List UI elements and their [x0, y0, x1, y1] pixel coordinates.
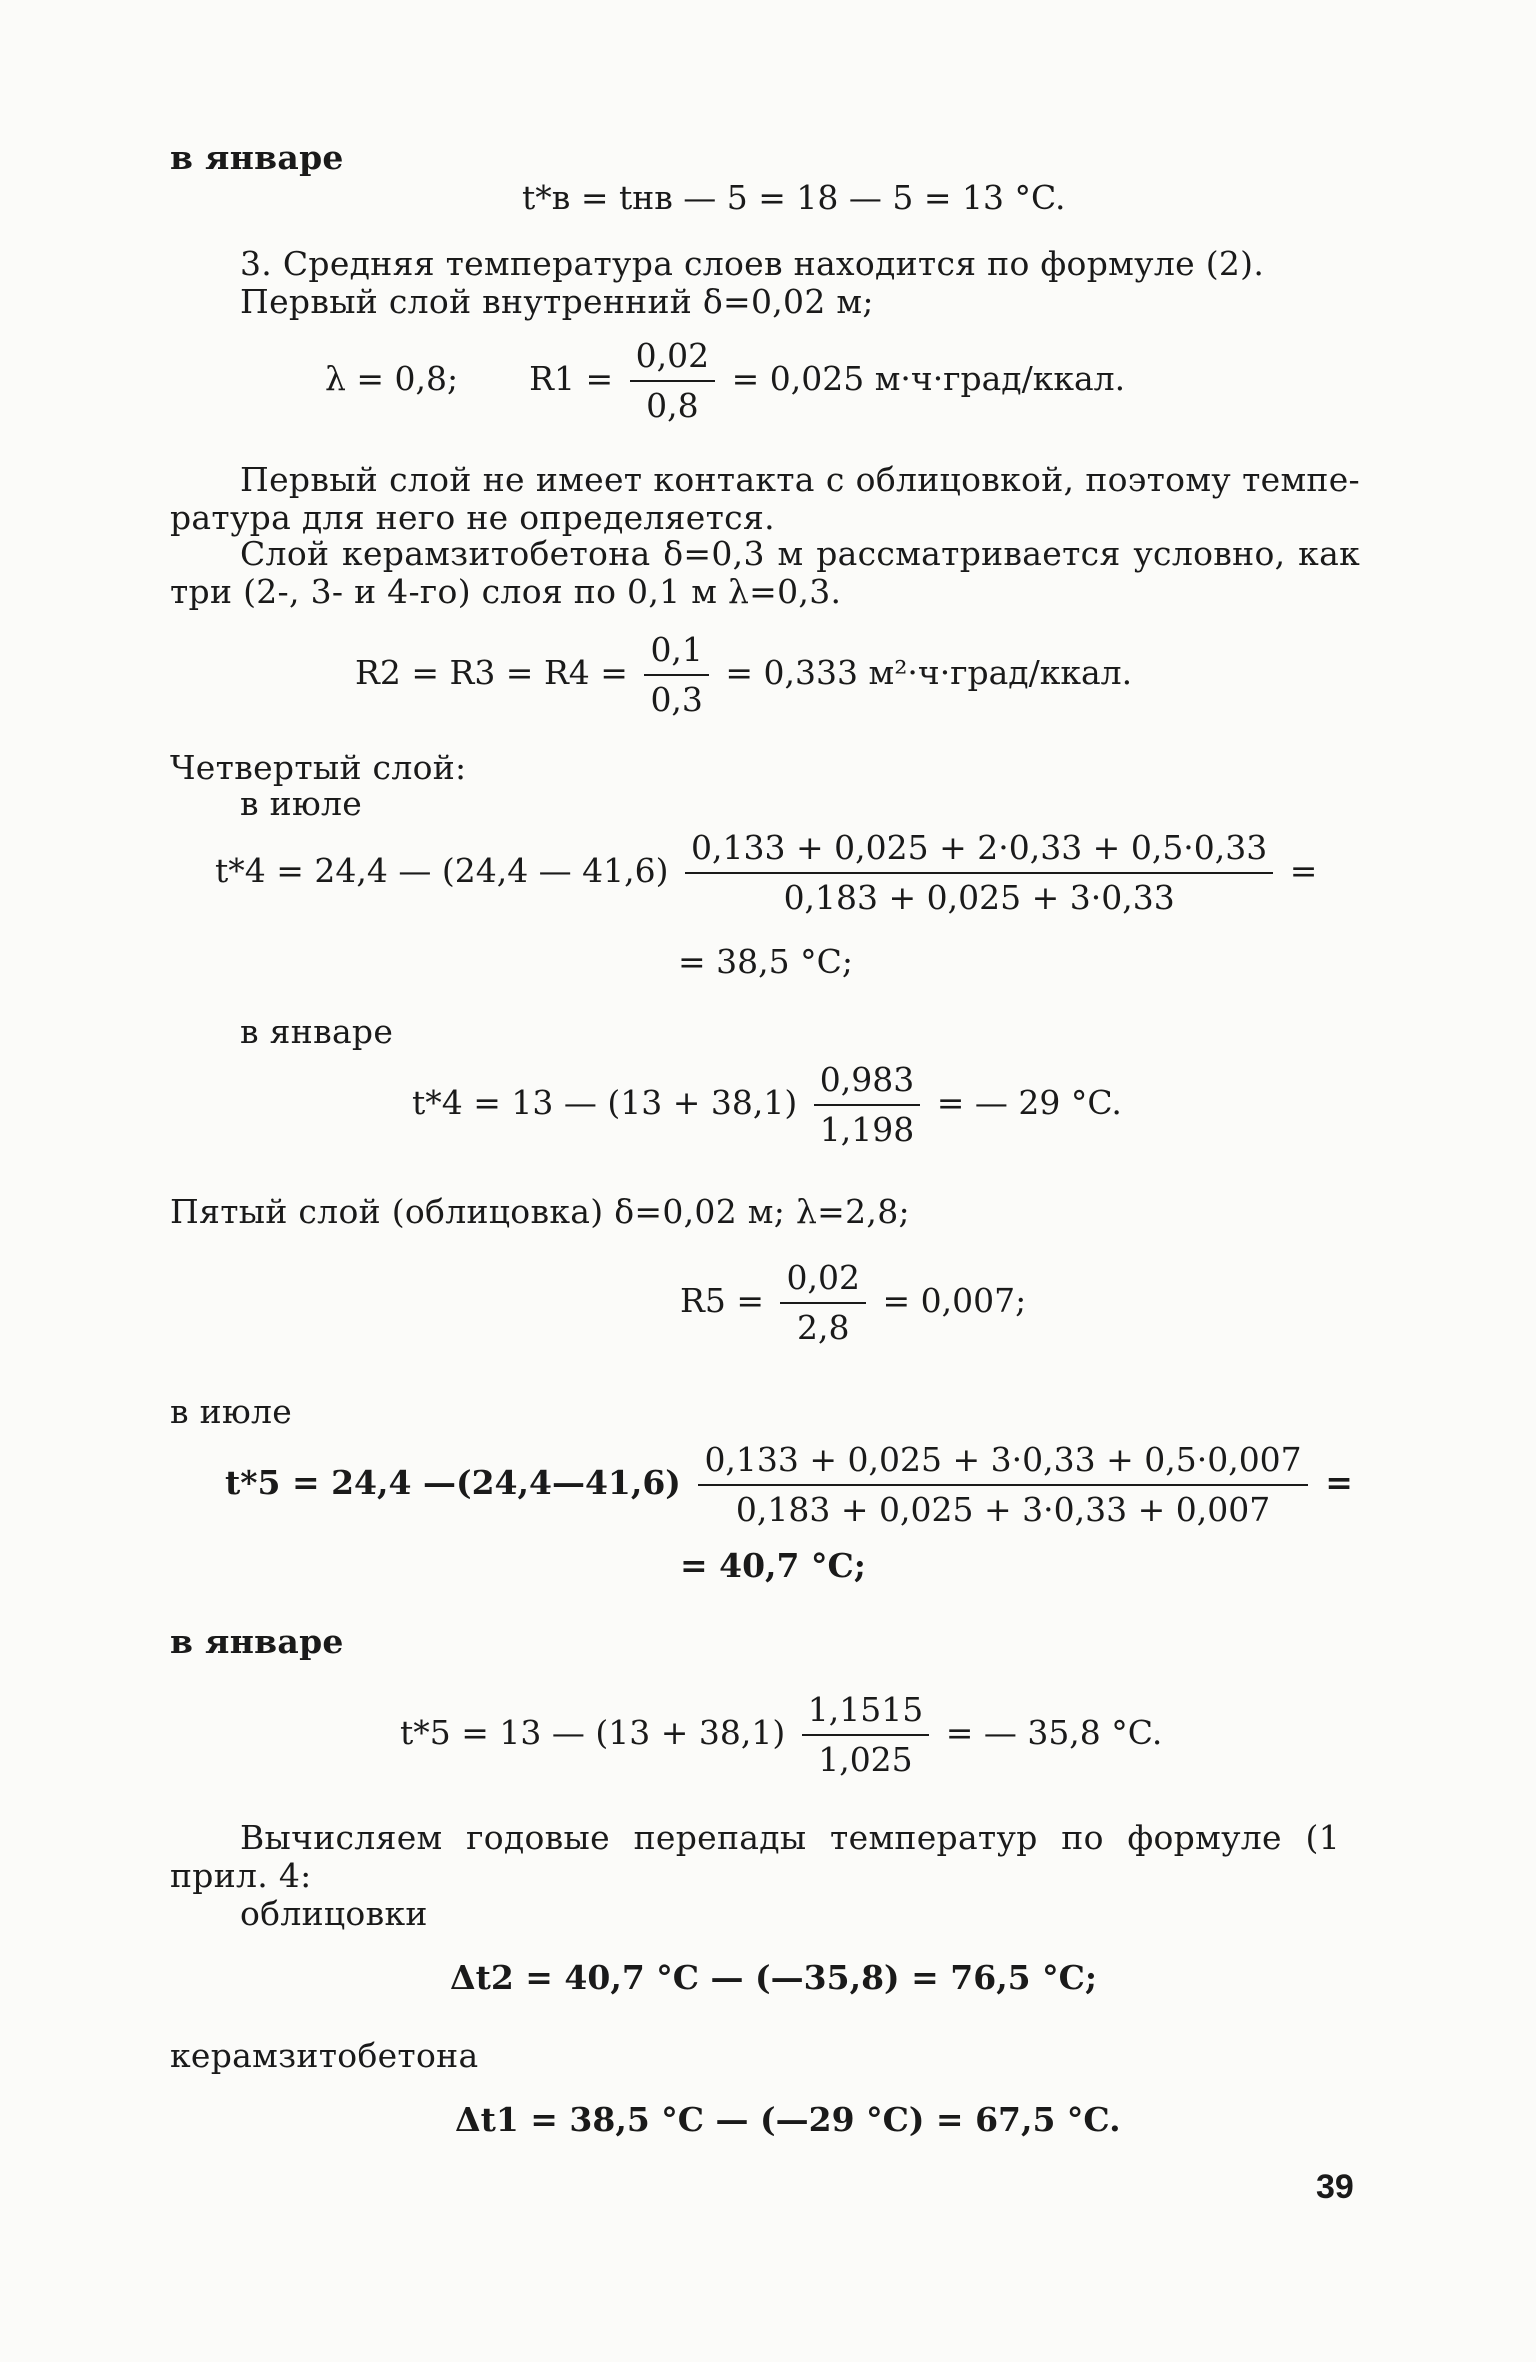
formula-r1-numerator: 0,02 [630, 336, 715, 382]
paragraph-3-line-2: Первый слой внутренний δ=0,02 м; [240, 282, 874, 321]
formula-t4-january-denominator: 1,198 [819, 1110, 915, 1149]
formula-r1-right: = 0,025 м·ч·град/ккал. [731, 359, 1126, 398]
formula-t5-july-denominator: 0,183 + 0,025 + 3·0,33 + 0,007 [735, 1490, 1271, 1529]
formula-t4-july [215, 828, 1317, 918]
formula-r5 [680, 1258, 1026, 1348]
formula-t4-january-numerator: 0,983 [814, 1060, 920, 1106]
formula-delta-t2: Δt2 = 40,7 °C — (—35,8) = 76,5 °C; [450, 1958, 1098, 1997]
paragraph-4-line-1: Первый слой не имеет контакта с облицовкой, поэтому темпе- [240, 460, 1360, 499]
formula-t4-july-numerator: 0,133 + 0,025 + 2·0,33 + 0,5·0,33 [685, 828, 1273, 874]
formula-t4-july-left: t*4 = 24,4 — (24,4 — 41,6) [215, 851, 669, 890]
formula-tv-january: t*в = tнв — 5 = 18 — 5 = 13 °C. [522, 178, 1066, 217]
formula-t5-january-numerator: 1,1515 [802, 1690, 929, 1736]
paragraph-3-line-1: 3. Средняя температура слоев находится по формуле (2). [240, 244, 1265, 283]
formula-r1-left: R1 = [529, 359, 614, 398]
formula-r2-r3-r4 [355, 630, 1132, 720]
formula-r1-denominator: 0,8 [646, 386, 699, 425]
formula-r2-right: = 0,333 м²·ч·град/ккал. [725, 653, 1133, 692]
formula-r5-denominator: 2,8 [796, 1308, 850, 1347]
formula-t4-july-denominator: 0,183 + 0,025 + 3·0,33 [783, 878, 1175, 917]
label-january-1: в январе [170, 138, 344, 177]
formula-t4-july-fraction [685, 828, 1273, 918]
formula-t5-july-fraction [698, 1440, 1307, 1530]
formula-t4-january-fraction [814, 1060, 920, 1150]
page-number: 39 [1316, 2168, 1354, 2206]
label-july-1: в июле [240, 784, 363, 823]
formula-r1-lambda: λ = 0,8; [325, 359, 459, 398]
formula-r2-left: R2 = R3 = R4 = [355, 653, 628, 692]
formula-r5-fraction [780, 1258, 865, 1348]
formula-t5-july [225, 1440, 1353, 1530]
formula-t5-january-fraction [802, 1690, 929, 1780]
formula-t5-january-right: = — 35,8 °C. [945, 1713, 1163, 1752]
label-january-2: в январе [240, 1012, 394, 1051]
formula-r5-right: = 0,007; [882, 1281, 1027, 1320]
formula-t5-january-denominator: 1,025 [818, 1740, 913, 1779]
formula-t5-july-equals: = [1325, 1463, 1353, 1502]
paragraph-6-line-2: прил. 4: [170, 1856, 312, 1895]
formula-r2-denominator: 0,3 [650, 680, 703, 719]
paragraph-5-line-2: три (2-, 3- и 4-го) слоя по 0,1 м λ=0,3. [170, 572, 842, 611]
label-keramzit: керамзитобетона [170, 2036, 479, 2075]
formula-t4-january [412, 1060, 1122, 1150]
formula-t4-july-result: = 38,5 °C; [678, 942, 853, 981]
formula-t5-july-numerator: 0,133 + 0,025 + 3·0,33 + 0,5·0,007 [698, 1440, 1307, 1486]
formula-r2-numerator: 0,1 [644, 630, 708, 676]
formula-r1 [325, 336, 1125, 426]
heading-fifth-layer: Пятый слой (облицовка) δ=0,02 м; λ=2,8; [170, 1192, 910, 1231]
formula-t4-july-equals: = [1289, 851, 1318, 890]
formula-r5-left: R5 = [680, 1281, 764, 1320]
label-july-2: в июле [170, 1392, 293, 1431]
label-january-3: в январе [170, 1622, 344, 1661]
formula-r1-fraction [630, 336, 715, 426]
paragraph-6-line-3: облицовки [240, 1894, 428, 1933]
formula-t5-july-left: t*5 = 24,4 —(24,4—41,6) [225, 1463, 681, 1502]
formula-t4-january-left: t*4 = 13 — (13 + 38,1) [412, 1083, 798, 1122]
formula-t4-january-right: = — 29 °C. [936, 1083, 1122, 1122]
formula-t5-july-result: = 40,7 °C; [680, 1546, 866, 1585]
paragraph-6-line-1: Вычисляем годовые перепады температур по формуле (1 [240, 1818, 1340, 1857]
formula-t5-january [400, 1690, 1162, 1780]
heading-fourth-layer: Четвертый слой: [170, 748, 467, 787]
formula-r5-numerator: 0,02 [780, 1258, 865, 1304]
formula-r2-fraction [644, 630, 708, 720]
formula-t5-january-left: t*5 = 13 — (13 + 38,1) [400, 1713, 786, 1752]
formula-delta-t1: Δt1 = 38,5 °C — (—29 °C) = 67,5 °C. [455, 2100, 1121, 2139]
paragraph-5-line-1: Слой керамзитобетона δ=0,3 м рассматривается условно, как [240, 534, 1360, 573]
paragraph-4-line-2: ратура для него не определяется. [170, 498, 775, 537]
